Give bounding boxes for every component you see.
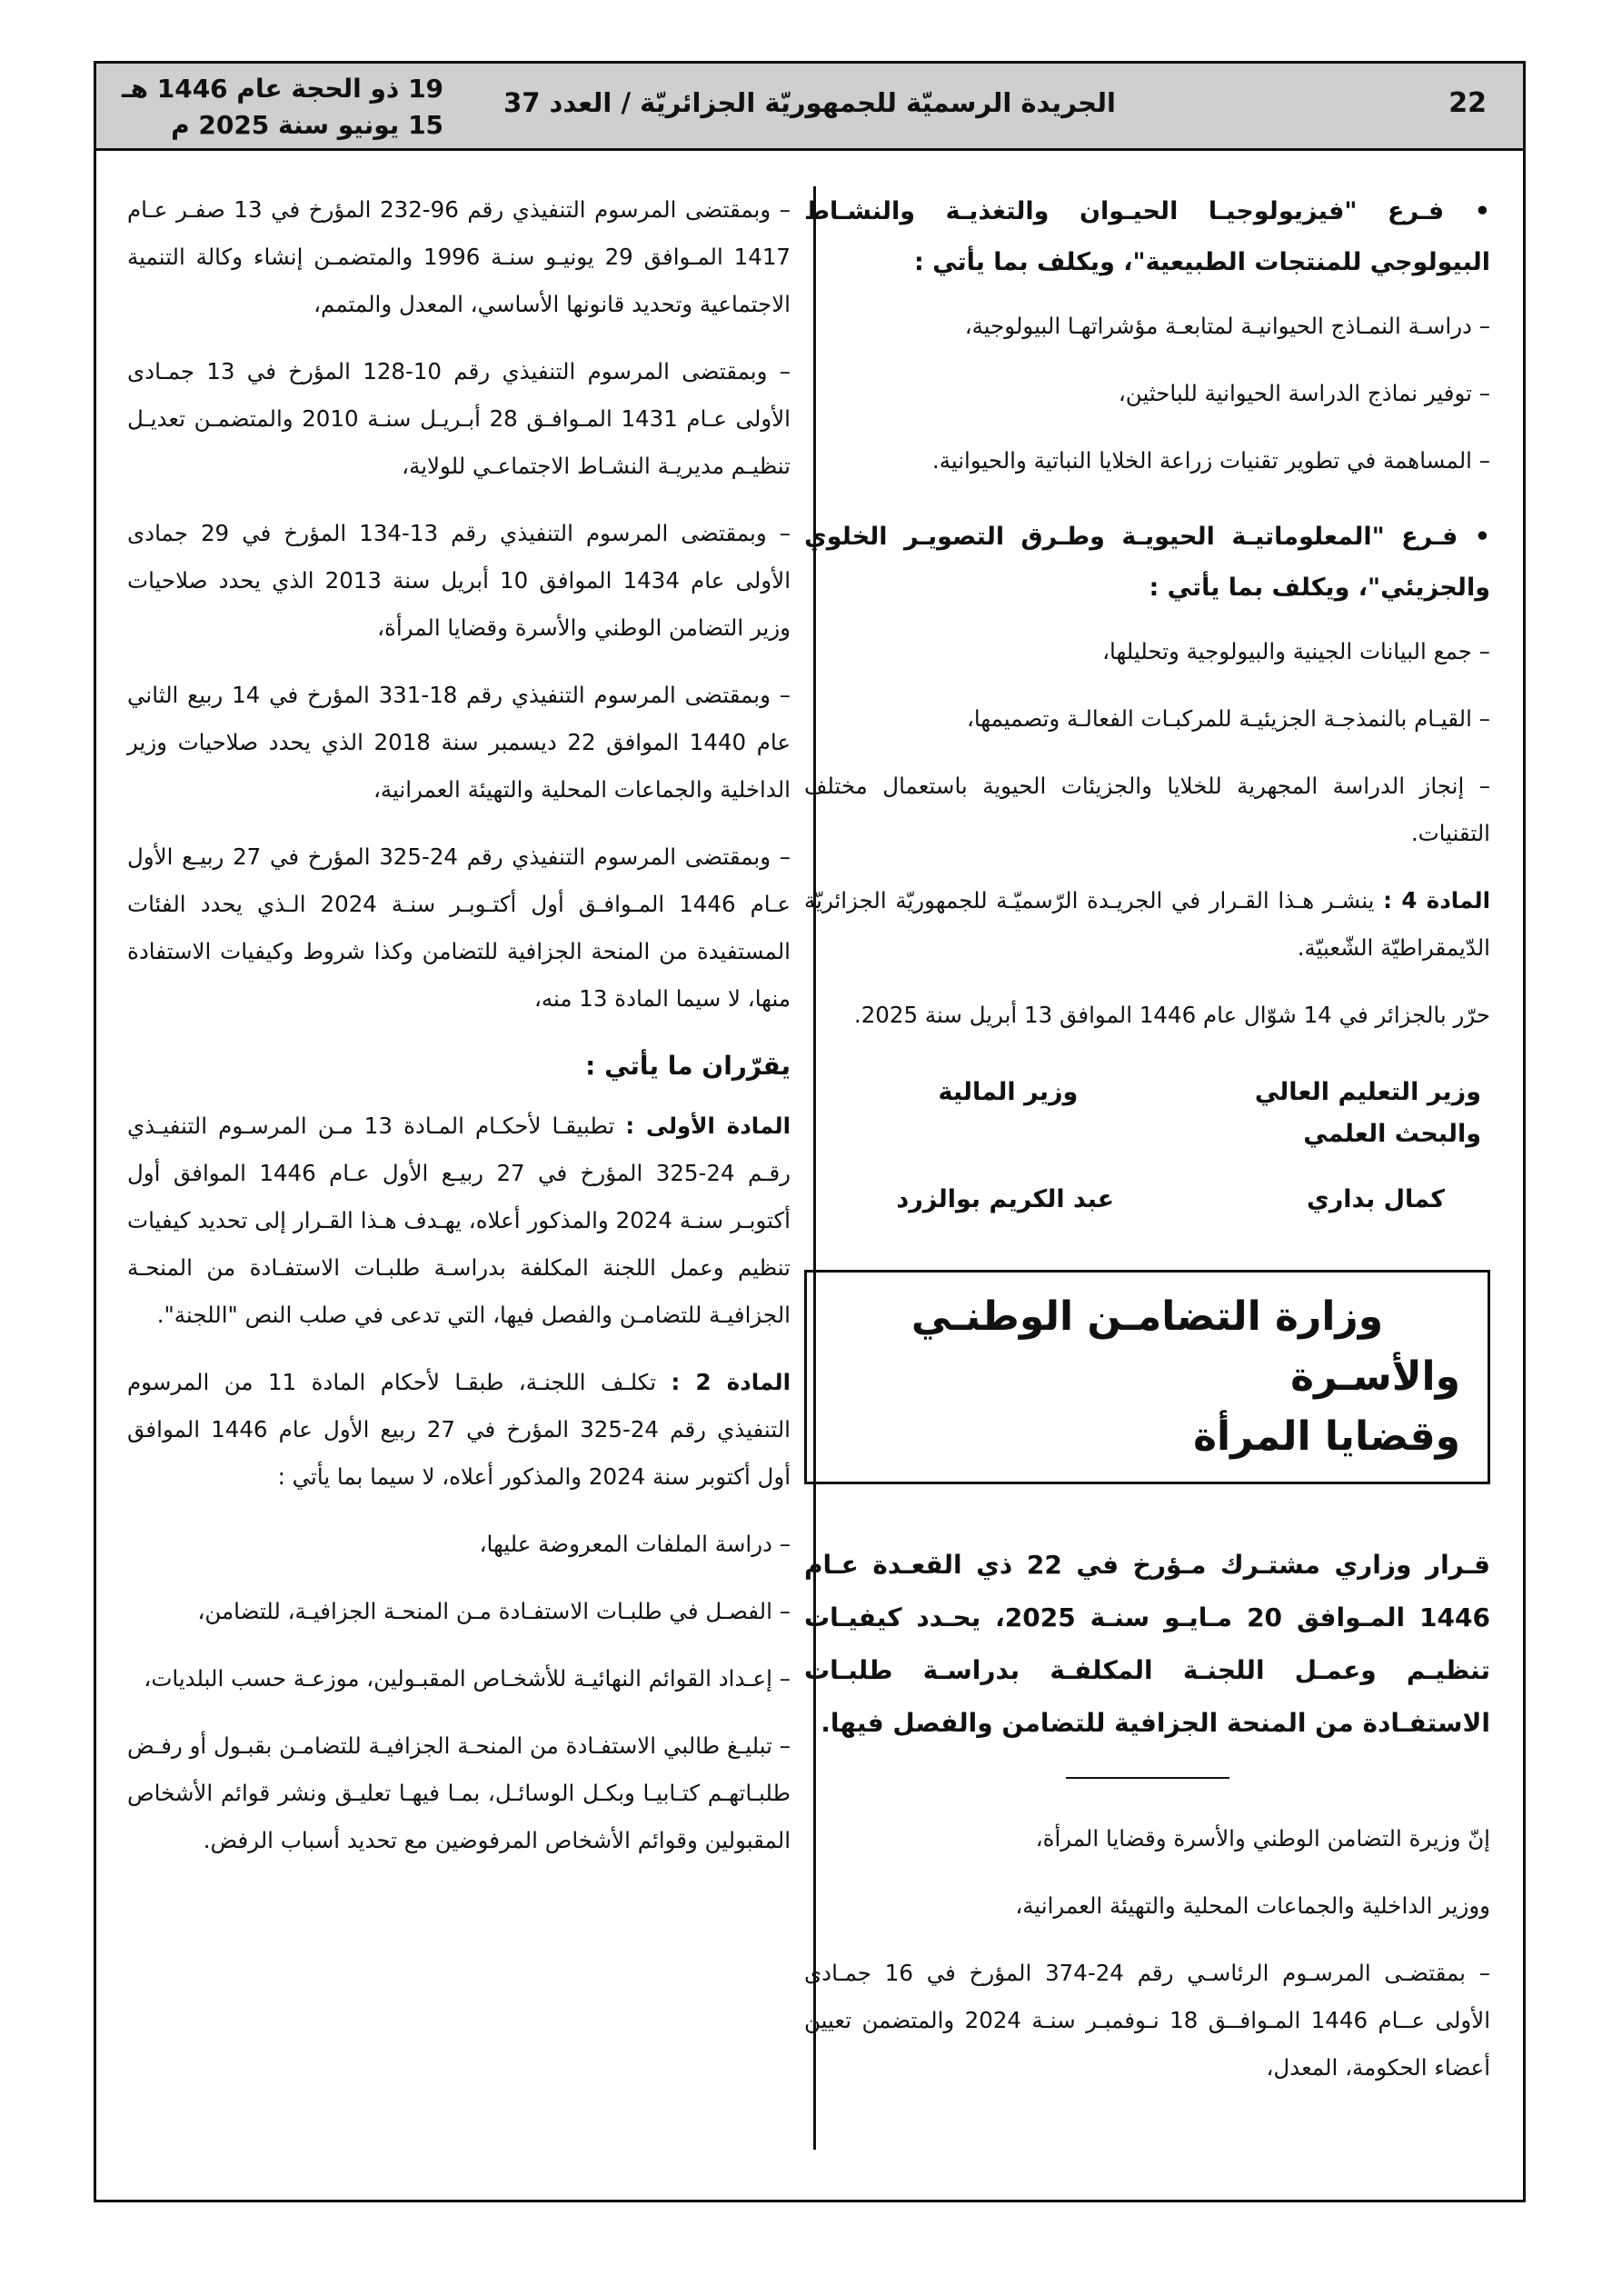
signature-1-name: كمال بداري <box>1306 1185 1445 1213</box>
article-1-label: المادة الأولى : <box>625 1113 791 1139</box>
divider-rule <box>1066 1777 1229 1779</box>
date-hijri: 19 ذو الحجة عام 1446 هـ <box>122 74 444 104</box>
article-1-text: تطبيقـا لأحكـام المـادة 13 مـن المرسـوم التنفيـذي رقـم 24-325 المؤرخ في 27 ربيـع الأول عـام 1446 الموافق أول أكتوبـر سنـة 2024 والمذكور أعلاه، يهـدف هـذا القـرار إلى تحديد كيفيات تنظيم وعمل اللجنة المكلفة بدراسـة طلبـات الاستفـادة من المنحـة الجزافيـة للتضامـن والفصل فيها، التي تدعى في صلب النص "اللجنة". <box>127 1113 791 1328</box>
list-item: – دراسـة النمـاذج الحيوانيـة لمتابعـة مؤشراتهـا البيولوجية، <box>964 313 1490 339</box>
list-item: – القيـام بالنمذجـة الجزيئيـة للمركبـات الفعالـة وتصميمها، <box>966 705 1490 732</box>
intro-paragraph: – بمقتضـى المرسـوم الرئاسـي رقم 24-374 المؤرخ في 16 جمـادى الأولى عــام 1446 المـوافــق 18 نـوفمبـر سنـة 2024 والمتضمن تعيين أعضاء الحكومة، المعدل، <box>804 1960 1491 2081</box>
issue-date <box>122 71 443 144</box>
whereas-paragraph: – وبمقتضى المرسوم التنفيذي رقم 10-128 المؤرخ في 13 جمـادى الأولى عـام 1431 المـوافـق 28 أبـريـل سنـة 2010 والمتضمـن تعديـل تنظيـم مديريـة النشـاط الاجتماعـي للولاية، <box>127 358 791 479</box>
list-item: – جمع البيانات الجينية والبيولوجية وتحليلها، <box>1102 638 1490 664</box>
signature-2-name: عبد الكريم بوالزرد <box>896 1185 1115 1213</box>
ministry-line-2: وقضايا المرأة <box>1193 1413 1460 1460</box>
ministry-line-1: وزارة التضامـن الوطنـي والأسـرة <box>911 1293 1460 1400</box>
list-item: – توفير نماذج الدراسة الحيوانية للباحثين، <box>1118 380 1490 406</box>
article-2-label: المادة 2 : <box>671 1369 791 1395</box>
intro-paragraph: إنّ وزيرة التضامن الوطني والأسرة وقضايا المرأة، <box>1035 1825 1490 1852</box>
intro-paragraph: ووزير الداخلية والجماعات المحلية والتهيئة العمرانية، <box>1015 1892 1490 1919</box>
whereas-paragraph: – وبمقتضى المرسوم التنفيذي رقم 13-134 المؤرخ في 29 جمادى الأولى عام 1434 الموافق 10 أبريل سنة 2013 الذي يحدد صلاحيات وزير التضامن الوطني والأسرة وقضايا المرأة، <box>127 520 791 641</box>
done-at: حرّر بالجزائر في 14 شوّال عام 1446 الموافق 13 أبريل سنة 2025. <box>853 1002 1490 1028</box>
article-4 <box>804 877 1490 972</box>
decide-heading: يقرّران ما يأتي : <box>585 1051 791 1081</box>
article-2-text: تكلـف اللجنـة، طبقـا لأحكام المادة 11 من المرسوم التنفيذي رقم 24-325 المؤرخ في 27 ربيع الأول عام 1446 الموافق أول أكتوبر سنة 2024 والمذكور أعلاه، لا سيما بما يأتي : <box>127 1369 791 1490</box>
signatures-titles <box>804 1072 1490 1155</box>
article-2 <box>127 1359 791 1501</box>
whereas-paragraph: – وبمقتضى المرسوم التنفيذي رقم 18-331 المؤرخ في 14 ربيع الثاني عام 1440 الموافق 22 ديسمبر سنة 2018 الذي يحدد صلاحيات وزير الداخلية والجماعات المحلية والتهيئة العمرانية، <box>127 682 791 803</box>
article-4-text: ينشـر هـذا القـرار في الجريـدة الرّسميّـة للجمهوريّة الجزائريّة الدّيمقراطيّة الشّعبيّة. <box>804 887 1490 961</box>
signature-1-title: وزير التعليم العالي والبحث العلمي <box>1254 1078 1481 1148</box>
list-item: – دراسة الملفات المعروضة عليها، <box>479 1531 791 1557</box>
article-4-label: المادة 4 : <box>1383 887 1490 913</box>
right-column <box>804 186 1490 2111</box>
signatures-names <box>804 1179 1490 1221</box>
branch2-title: • فـرع "المعلوماتيـة الحيويـة وطـرق التصويـر الخلوي والجزيئي"، ويكلف بما يأتي : <box>804 523 1490 602</box>
page-number: 22 <box>1448 87 1487 119</box>
list-item: – الفصـل في طلبـات الاستفـادة مـن المنحـة الجزافيـة، للتضامن، <box>197 1598 791 1624</box>
date-gregorian: 15 يونيو سنة 2025 م <box>171 110 444 140</box>
list-item: – إنجاز الدراسة المجهرية للخلايا والجزيئات الحيوية باستعمال مختلف التقنيات. <box>804 773 1490 846</box>
journal-title: الجريدة الرسميّة للجمهوريّة الجزائريّة / العدد 37 <box>503 87 1116 118</box>
article-1 <box>127 1103 791 1339</box>
ministry-heading <box>804 1270 1490 1484</box>
decree-title: قـرار وزاري مشتـرك مـؤرخ في 22 ذي القعـدة عـام 1446 المـوافق 20 مـايـو سنـة 2025، يحـدد كيفيـات تنظيـم وعمـل اللجنـة المكلفـة بدراسـة طلبـات الاستفـادة من المنحة الجزافية للتضامن والفصل فيها. <box>804 1550 1490 1738</box>
whereas-paragraph: – وبمقتضى المرسوم التنفيذي رقم 24-325 المؤرخ في 27 ربيـع الأول عـام 1446 المـوافـق أول أكتـوبـر سنـة 2024 الـذي يحدد الفئات المستفيدة من المنحة الجزافية للتضامن وكذا شروط وكيفيات الاستفادة منها، لا سيما المادة 13 منه، <box>127 844 791 1012</box>
list-item: – إعـداد القوائم النهائيـة للأشخـاص المقبـولين، موزعـة حسب البلديات، <box>144 1665 791 1692</box>
branch1-title: • فـرع "فيزيولوجيـا الحيـوان والتغذيـة والنشـاط البيولوجي للمنتجات الطبيعية"، ويكلف بما يأتي : <box>804 197 1490 276</box>
page-header <box>94 61 1526 151</box>
whereas-paragraph: – وبمقتضى المرسوم التنفيذي رقم 96-232 المؤرخ في 13 صفـر عـام 1417 المـوافق 29 يونيـو سنـة 1996 والمتضمـن إنشاء وكالة التنمية الاجتماعية وتحديد قانونها الأساسي، المعدل والمتمم، <box>127 196 791 317</box>
list-item: – تبليـغ طالبي الاستفـادة من المنحـة الجزافيـة للتضامـن بقبـول أو رفـض طلبـاتهـم كتـابيـا وبكـل الوسائـل، بمـا فيهـا تعليـق ونشر قوائم الأشخاص المقبولين وقوائم الأشخاص المرفوضين مع تحديد أسباب الرفض. <box>127 1732 791 1853</box>
signature-2-title: وزير المالية <box>938 1078 1079 1106</box>
list-item: – المساهمة في تطوير تقنيات زراعة الخلايا النباتية والحيوانية. <box>931 447 1490 474</box>
left-column <box>127 186 791 1884</box>
